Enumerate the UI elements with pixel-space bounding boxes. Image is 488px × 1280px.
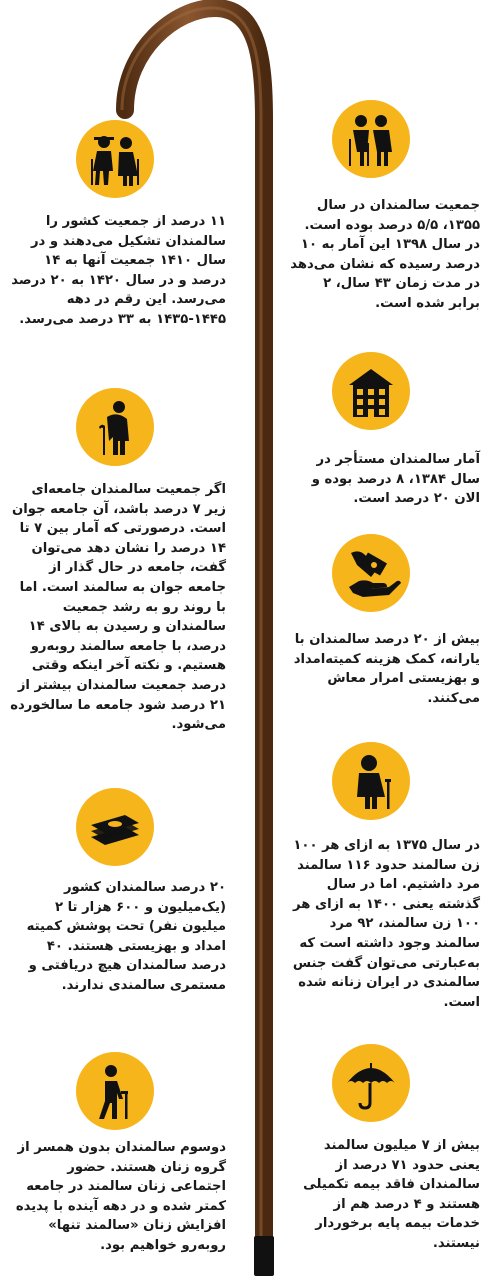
apartment-building-icon [341,361,401,421]
left-text-2: اگر جمعیت سالمندان جامعه‌ای زیر ۷ درصد باشد، آن جامعه جوان است. درصورتی که آمار بین ۷ تا ۱۴ درصد را نشان دهد می‌توان گفت، جامعه در حال گذار از جامعه جوان به سالمند است. اما با روند رو به رشد جمعیت سالمندان و رسیدن به بالای ۱۴ درصد، با جامعه سالمند روبه‌رو هستیم. و نکته آخر اینکه وقتی درصد جمعیت سالمندان بیشتر از ۲۱ درصد شود جامعه ما سالخورده می‌شود. [10,482,226,733]
right-text-2: آمار سالمندان مستأجر در سال ۱۳۸۴، ۸ درصد بوده و الان ۲۰ درصد است. [311,452,480,507]
left-icon-circle-2 [76,388,154,466]
elderly-woman-icon [341,751,401,811]
right-icon-circle-2 [332,352,410,430]
right-icon-circle-1 [332,100,410,178]
right-icon-circle-5 [332,1044,410,1122]
right-text-3: بیش از ۲۰ درصد سالمندان با یارانه، کمک هزینه کمیته‌امداد و بهزیستی امرار معاش می‌کنند. [293,632,480,706]
left-text-1: ۱۱ درصد از جمعیت کشور را سالمندان تشکیل می‌دهند و در سال ۱۴۱۰ جمعیت آنها به ۱۴ درصد و در سال ۱۴۲۰ به ۲۰ درصد می‌رسد. این رقم در دهه ۱۴۴۵-۱۴۳۵ به ۳۳ درصد می‌رسد. [11,214,226,327]
right-text-5: بیش از ۷ میلیون سالمند یعنی حدود ۷۱ درصد از سالمندان فاقد بیمه تکمیلی هستند و ۴ درصد هم از خدمات بیمه پایه برخوردار نیستند. [303,1138,480,1251]
left-text-4: دوسوم سالمندان بدون همسر از گروه زنان هستند. حضور اجتماعی زنان سالمند در جامعه کمتر شده و در دهه آینده با پدیده افزایش زنان «سالمند تنها» روبه‌رو خواهیم بود. [15,1140,226,1253]
umbrella-icon [341,1053,401,1113]
money-stack-icon [85,797,145,857]
left-icon-circle-3 [76,788,154,866]
right-icon-circle-4 [332,742,410,820]
elderly-man-cane-icon [85,397,145,457]
left-icon-circle-4 [76,1052,154,1130]
elderly-pair-walking-icon [341,109,401,169]
money-hand-icon [341,543,401,603]
left-icon-circle-1 [76,120,154,198]
left-text-3: ۲۰ درصد سالمندان کشور (یک‌میلیون و ۶۰۰ هزار تا ۲ میلیون نفر) تحت پوشش کمیته امداد و بهزیستی هستند. ۴۰ درصد سالمندان هیچ دریافتی و مستمری سالمندی ندارند. [26,880,226,993]
right-icon-circle-3 [332,534,410,612]
elderly-couple-icon [85,129,145,189]
right-text-4: در سال ۱۳۷۵ به ازای هر ۱۰۰ زن سالمند حدود ۱۱۶ سالمند مرد داشتیم. اما در سال گذشته یعنی ۱۴۰۰ به ازای هر ۱۰۰ زن سالمند، ۹۲ مرد سالمند وجود داشته است که به‌عبارتی می‌توان گفت جنس سالمندی در ایران زنانه شده است. [292,838,480,1010]
cane-rubber-tip [254,1236,274,1276]
right-text-1: جمعیت سالمندان در سال ۱۳۵۵، ۵/۵ درصد بوده است. در سال ۱۳۹۸ این آمار به ۱۰ درصد رسیده که نشان می‌دهد در مدت زمان ۴۳ سال، ۲ برابر شده است. [290,198,480,311]
walking-elderly-icon [85,1061,145,1121]
